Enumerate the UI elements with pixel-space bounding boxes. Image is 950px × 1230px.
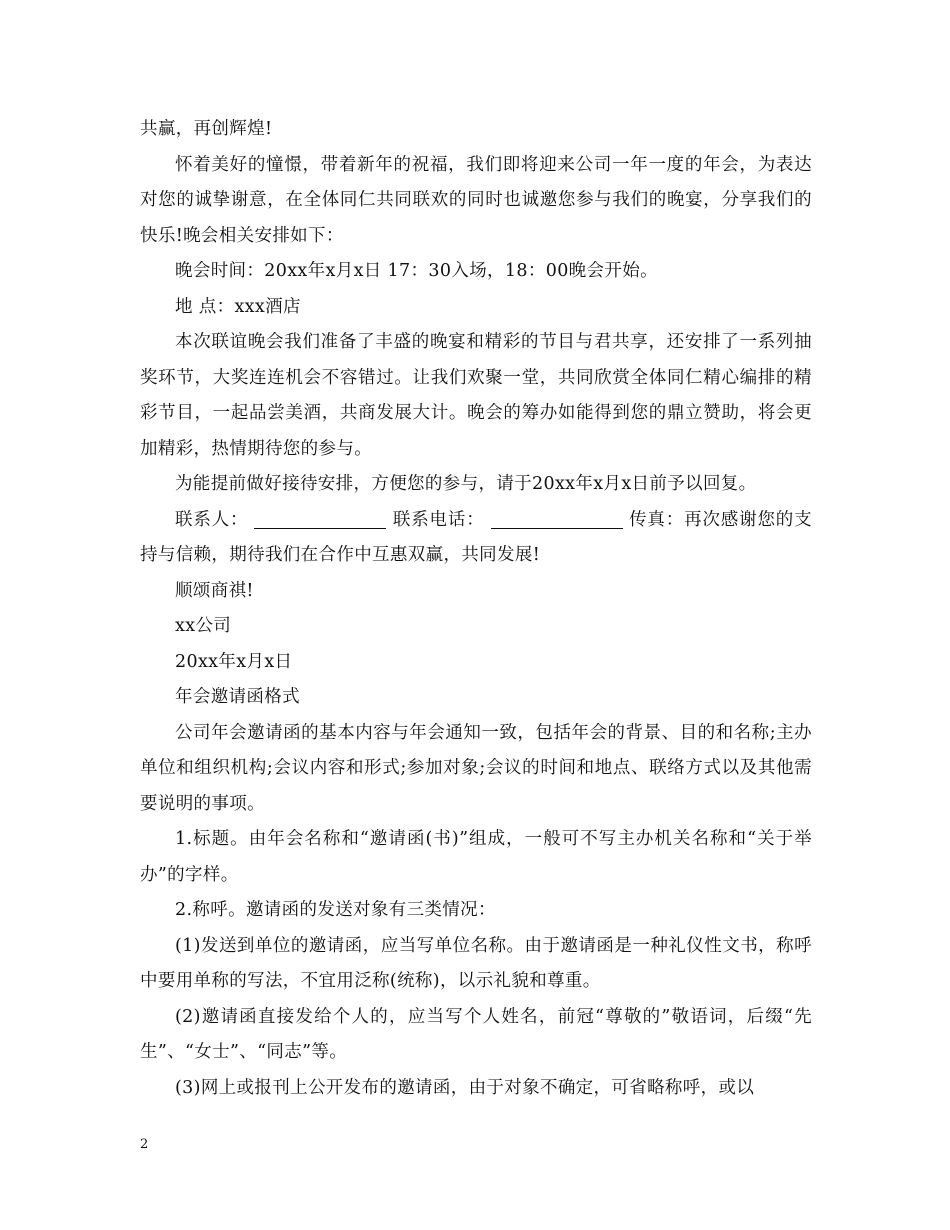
paragraph-salutation-person: (2)邀请函直接发给个人的，应当写个人姓名，前冠“尊敬的”敬语词，后缀“先生”、“女士”、“同志”等。 (140, 1006, 812, 1062)
closing-greeting: 顺颂商祺! (175, 580, 254, 601)
section-heading: 年会邀请函格式 (175, 687, 300, 707)
contact-phone-blank (491, 510, 623, 529)
paragraph-continuation: 共赢，再创辉煌! (140, 119, 273, 139)
paragraph-title-rule: 1.标题。由年会名称和“邀请函(书)”组成，一般可不写主办机关名称和“关于举办”的字样。 (140, 829, 812, 885)
paragraph-salutation-public: (3)网上或报刊上公开发布的邀请函，由于对象不确定，可省略称呼，或以 (175, 1077, 755, 1098)
paragraph-contact (140, 503, 812, 574)
page-number: 2 (140, 1137, 149, 1152)
closing-date: 20xx年x月x日 (175, 651, 293, 672)
paragraph-program: 本次联谊晚会我们准备了丰盛的晚宴和精彩的节目与君共享，还安排了一系列抽奖环节，大奖连连机会不容错过。让我们欢聚一堂，共同欣赏全体同仁精心编排的精彩节目，一起品尝美酒，共商发展大计。晚会的筹办如能得到您的鼎立赞助，将会更加精彩，热情期待您的参与。 (140, 332, 812, 459)
paragraph-format-intro: 公司年会邀请函的基本内容与年会通知一致，包括年会的背景、目的和名称;主办单位和组织机构;会议内容和形式;参加对象;会议的时间和地点、联络方式以及其他需要说明的事项。 (140, 722, 812, 814)
paragraph-invitation: 怀着美好的憧憬，带着新年的祝福，我们即将迎来公司一年一度的年会，为表达对您的诚挚谢意，在全体同仁共同联欢的同时也诚邀您参与我们的晚宴，分享我们的快乐!晚会相关安排如下： (140, 154, 812, 246)
contact-phone-label: 联系电话： (392, 509, 485, 530)
contact-fax-text: 传真：再次感谢您的支持与信赖，期待我们在合作中互惠双赢，共同发展! (140, 509, 812, 565)
paragraph-reply: 为能提前做好接待安排，方便您的参与，请于20xx年x月x日前予以回复。 (175, 474, 757, 494)
contact-person-label: 联系人： (175, 509, 249, 530)
paragraph-time: 晚会时间：20xx年x月x日 17：30入场，18：00晚会开始。 (175, 261, 658, 281)
document-body (140, 112, 812, 1106)
paragraph-salutation-unit: (1)发送到单位的邀请函，应当写单位名称。由于邀请函是一种礼仪性文书，称呼中要用单称的写法，不宜用泛称(统称)，以示礼貌和尊重。 (140, 935, 812, 991)
paragraph-location: 地 点：xxx酒店 (175, 296, 301, 317)
paragraph-salutation-rule: 2.称呼。邀请函的发送对象有三类情况： (175, 900, 496, 920)
contact-person-blank (254, 510, 386, 529)
closing-company: xx公司 (175, 616, 232, 636)
